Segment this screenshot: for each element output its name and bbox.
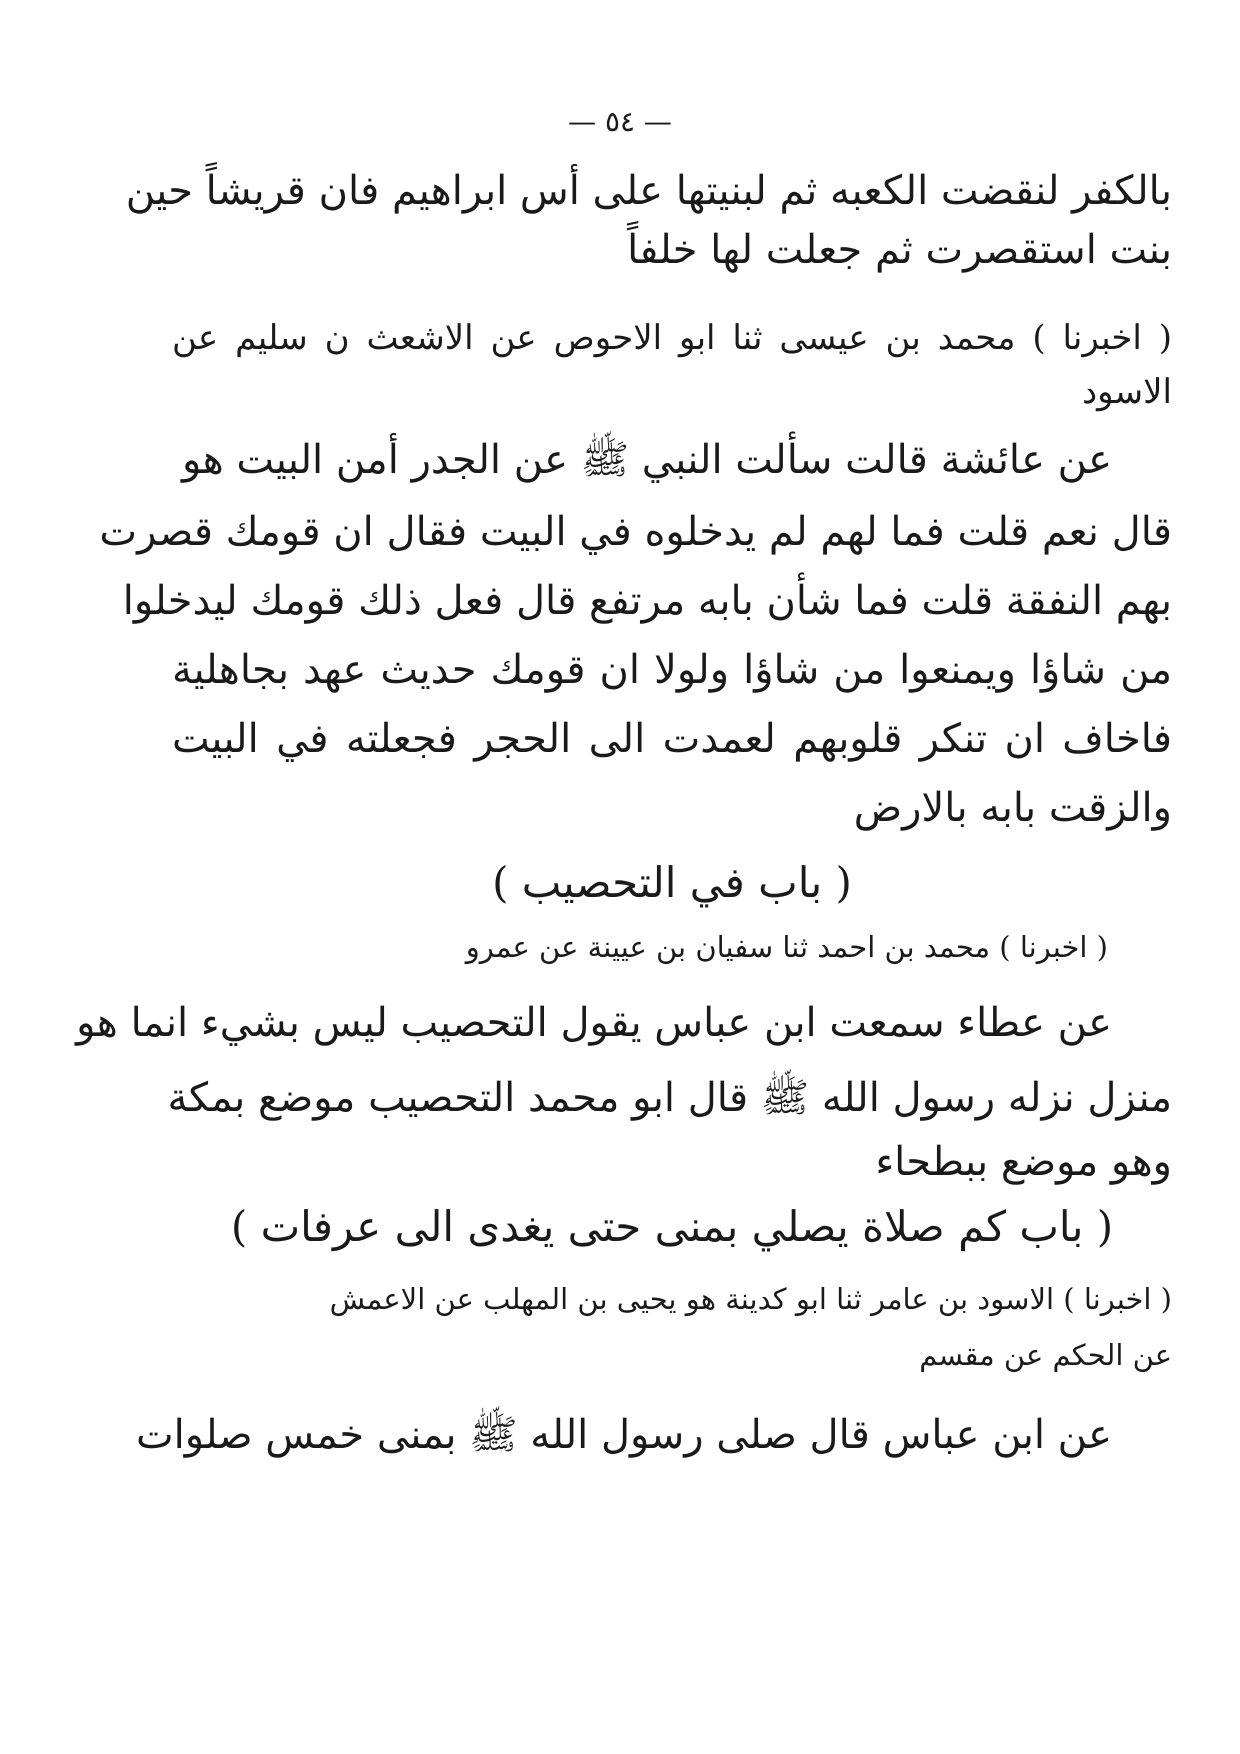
- text-line: بالكفر لنقضت الكعبه ثم لبنيتها على أس ابراهيم فان قريشاً حين: [125, 168, 1172, 214]
- isnad-line: ( اخبرنا ) محمد بن احمد ثنا سفيان بن عيينة عن عمرو: [465, 930, 1108, 964]
- text-line: وهو موضع ببطحاء: [875, 1139, 1172, 1185]
- isnad-line: عن الحكم عن مقسم: [919, 1338, 1172, 1372]
- text-line: والزقت بابه بالارض: [853, 785, 1172, 831]
- text-line: بهم النفقة قلت فما شأن بابه مرتفع قال فعل ذلك قومك ليدخلوا: [122, 578, 1172, 624]
- text-line: عن ابن عباس قال صلى رسول الله ﷺ بمنى خمس صلوات: [135, 1412, 1112, 1458]
- text-line: فاخاف ان تنكر قلوبهم لعمدت الى الحجر فجعلته في البيت: [172, 716, 1172, 762]
- text-line: قال نعم قلت فما لهم لم يدخلوه في البيت فقال ان قومك قصرت: [99, 509, 1172, 555]
- text-line: منزل نزله رسول الله ﷺ قال ابو محمد التحصيب موضع بمكة: [167, 1075, 1172, 1121]
- text-line: من شاؤا ويمنعوا من شاؤا ولولا ان قومك حديث عهد بجاهلية: [172, 647, 1172, 693]
- isnad-line: ( اخبرنا ) محمد بن عيسى ثنا ابو الاحوص عن الاشعث ن سليم عن: [172, 318, 1172, 358]
- text-line: عن عائشة قالت سألت النبي ﷺ عن الجدر أمن البيت هو: [181, 437, 1112, 483]
- chapter-heading: ( باب كم صلاة يصلي بمنى حتى يغدى الى عرفات ): [230, 1202, 1114, 1251]
- isnad-line: الاسود: [1081, 372, 1172, 412]
- isnad-line: ( اخبرنا ) الاسود بن عامر ثنا ابو كدينة هو يحيى بن المهلب عن الاعمش: [329, 1282, 1172, 1316]
- page-number: — ٥٤ —: [568, 105, 672, 138]
- chapter-heading: ( باب في التحصيب ): [492, 858, 852, 907]
- text-line: عن عطاء سمعت ابن عباس يقول التحصيب ليس بشيء انما هو: [76, 1000, 1112, 1046]
- text-line: بنت استقصرت ثم جعلت لها خلفاً: [627, 227, 1172, 273]
